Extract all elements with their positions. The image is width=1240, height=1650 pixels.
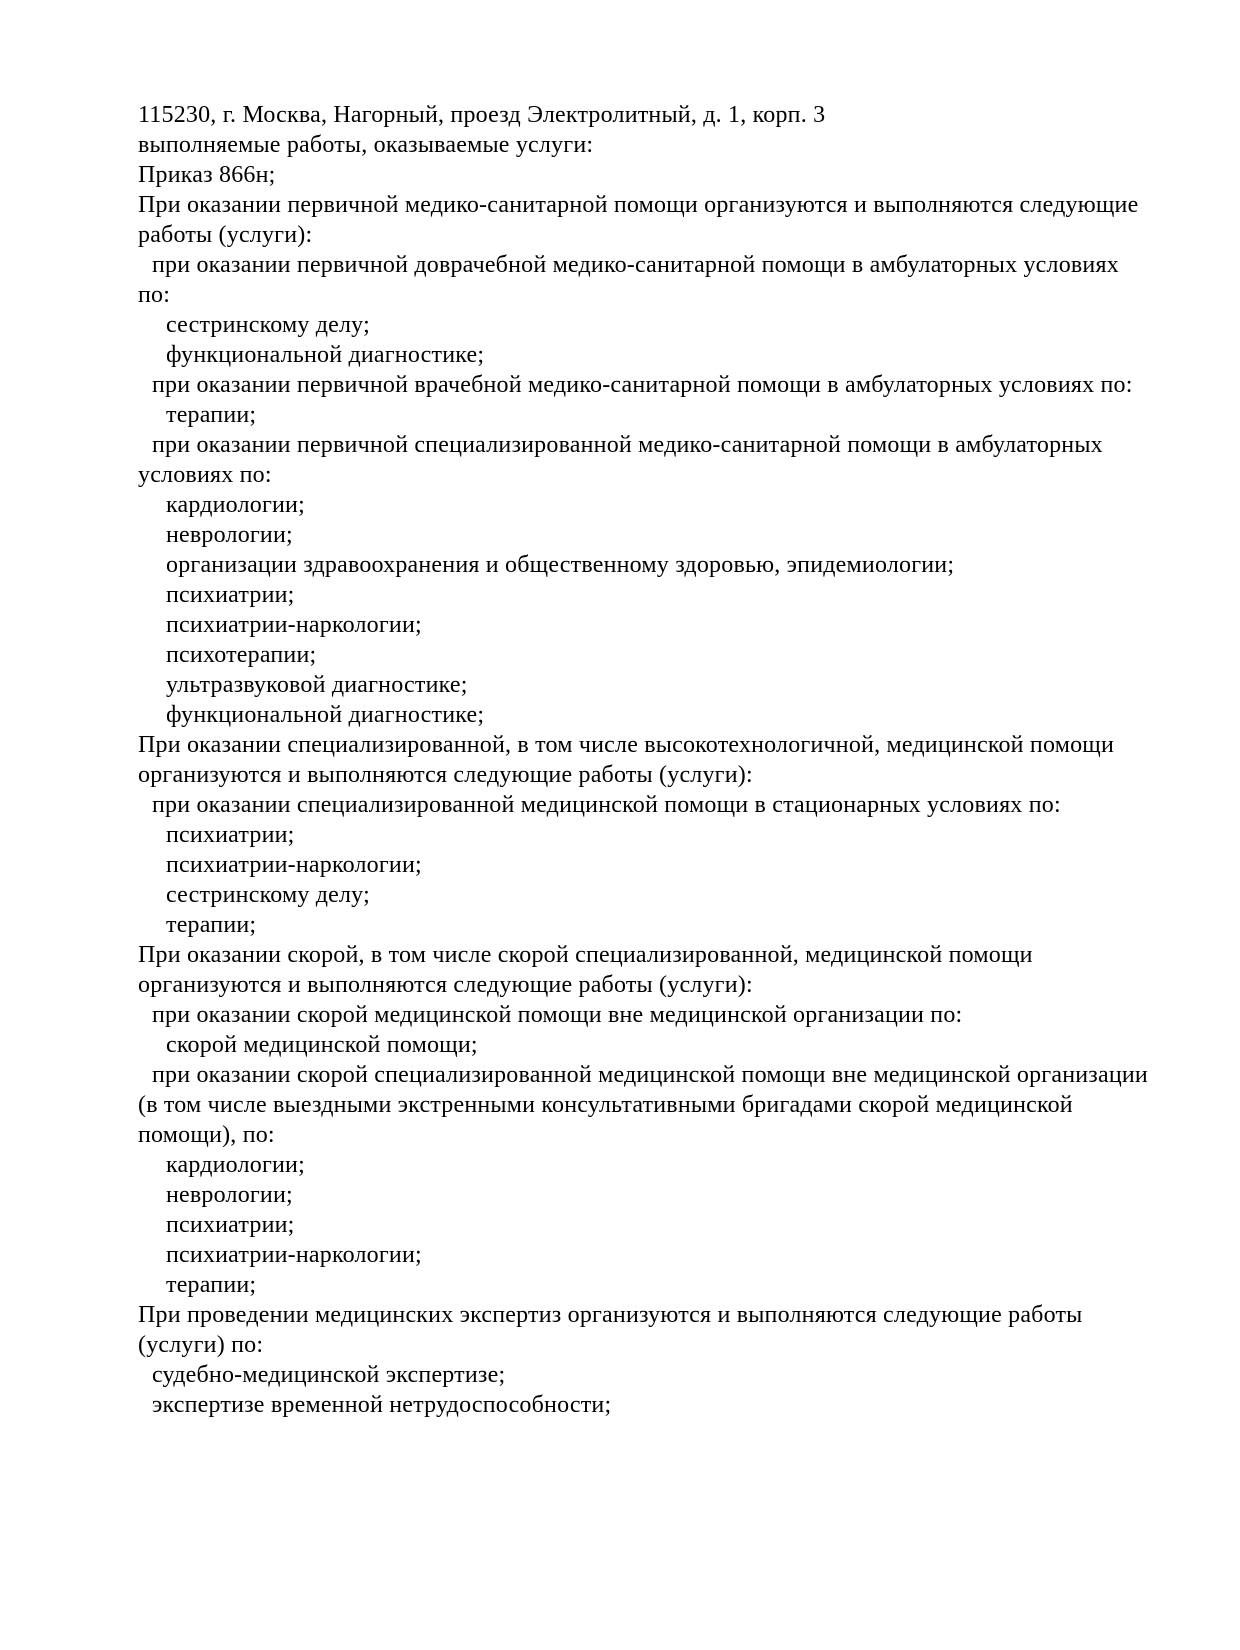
text-line: психиатрии; — [166, 822, 295, 848]
text-line: (в том числе выездными экстренными консультативными бригадами скорой медицинской — [138, 1092, 1073, 1118]
text-line: работы (услуги): — [138, 222, 313, 248]
document-body — [138, 100, 1148, 1420]
text-line: экспертизе временной нетрудоспособности; — [152, 1392, 612, 1418]
text-line: психиатрии; — [166, 1212, 295, 1238]
text-line: психиатрии-наркологии; — [166, 852, 422, 878]
text-line: кардиологии; — [166, 1152, 305, 1178]
text-line: При оказании специализированной, в том числе высокотехнологичной, медицинской помощи — [138, 732, 1115, 758]
text-line: 115230, г. Москва, Нагорный, проезд Электролитный, д. 1, корп. 3 — [138, 102, 826, 128]
text-line: при оказании специализированной медицинской помощи в стационарных условиях по: — [152, 792, 1061, 818]
text-line: при оказании скорой медицинской помощи вне медицинской организации по: — [152, 1002, 963, 1028]
text-line: сестринскому делу; — [166, 312, 370, 338]
text-line: При оказании скорой, в том числе скорой специализированной, медицинской помощи — [138, 942, 1033, 968]
text-line: психиатрии-наркологии; — [166, 612, 422, 638]
text-line: функциональной диагностике; — [166, 702, 485, 728]
text-line: (услуги) по: — [138, 1332, 264, 1358]
text-line: организуются и выполняются следующие работы (услуги): — [138, 972, 753, 998]
text-line: психиатрии; — [166, 582, 295, 608]
text-line: неврологии; — [166, 1182, 293, 1208]
text-line: при оказании первичной специализированной медико-санитарной помощи в амбулаторных — [152, 432, 1103, 458]
text-line: психотерапии; — [166, 642, 317, 668]
text-line: при оказании первичной врачебной медико-санитарной помощи в амбулаторных условиях по: — [152, 372, 1133, 398]
text-line: организуются и выполняются следующие работы (услуги): — [138, 762, 753, 788]
text-line: ультразвуковой диагностике; — [166, 672, 468, 698]
text-line: по: — [138, 282, 171, 308]
text-line: функциональной диагностике; — [166, 342, 485, 368]
text-line: терапии; — [166, 912, 257, 938]
text-line: помощи), по: — [138, 1122, 275, 1148]
text-line: выполняемые работы, оказываемые услуги: — [138, 132, 594, 158]
text-line: при оказании первичной доврачебной медико-санитарной помощи в амбулаторных условиях — [152, 252, 1119, 278]
text-line: терапии; — [166, 1272, 257, 1298]
text-line: условиях по: — [138, 462, 272, 488]
text-line: неврологии; — [166, 522, 293, 548]
text-line: терапии; — [166, 402, 257, 428]
text-line: организации здравоохранения и общественному здоровью, эпидемиологии; — [166, 552, 955, 578]
text-line: сестринскому делу; — [166, 882, 370, 908]
text-line: скорой медицинской помощи; — [166, 1032, 478, 1058]
text-line: психиатрии-наркологии; — [166, 1242, 422, 1268]
text-line: судебно-медицинской экспертизе; — [152, 1362, 506, 1388]
text-line: При проведении медицинских экспертиз организуются и выполняются следующие работы — [138, 1302, 1083, 1328]
text-line: Приказ 866н; — [138, 162, 276, 188]
text-line: кардиологии; — [166, 492, 305, 518]
text-line: при оказании скорой специализированной медицинской помощи вне медицинской организации — [152, 1062, 1148, 1088]
text-line: При оказании первичной медико-санитарной помощи организуются и выполняются следующие — [138, 192, 1139, 218]
